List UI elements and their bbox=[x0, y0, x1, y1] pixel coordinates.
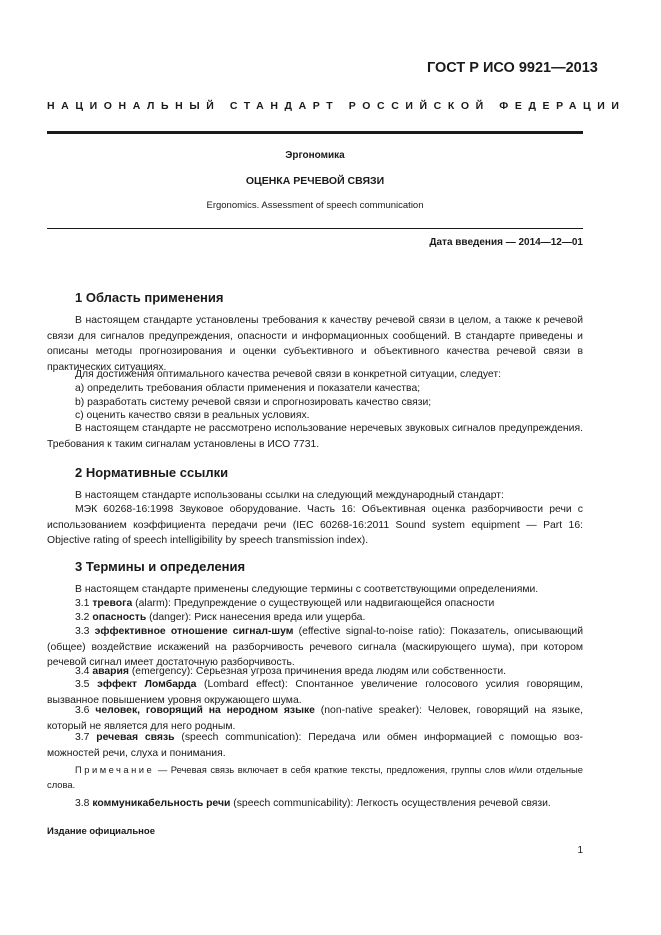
official-edition-label: Издание официальное bbox=[47, 826, 155, 837]
document-topic: Эргономика bbox=[285, 150, 345, 161]
section-1-paragraph-1: В настоящем стандарте установлены требования к качеству речевой связи в целом, а также к речевой связи для сигналов предупреждения, опасности и информационных сообщений. В стандарте приведены и описаны методы прогнозирования и оценки субъективного и объективного качества речевой связи в практических ситуациях. bbox=[47, 315, 583, 374]
term-definition: (emergency): Серьезная угроза причинения вреда людям или собственности. bbox=[128, 666, 507, 677]
standard-code: ГОСТ Р ИСО 9921—2013 bbox=[427, 60, 598, 76]
term-definition: (Lombard effect): Спонтанное увеличение голосового усилия говорящим, вызванное повышением уровня окружающего шума. bbox=[47, 679, 584, 706]
section-1-list-item-c: c) оценить качество связи в реальных условиях. bbox=[75, 410, 310, 421]
term-3-7 bbox=[47, 730, 583, 761]
term-number: 3.5 bbox=[75, 679, 90, 690]
term-name: тревога bbox=[92, 598, 133, 609]
section-1-paragraph-3: В настоящем стандарте не рассмотрено использование неречевых звуковых сигналов предупреждения. Требования к таким сигналам установлены в ИСО 7731. bbox=[47, 423, 583, 450]
term-name: эффективное отношение сигнал-шум bbox=[94, 626, 294, 637]
title-divider bbox=[47, 228, 583, 229]
section-1-paragraph-2: Для достижения оптимального качества речевой связи в конкретной ситуации, следует: bbox=[75, 369, 502, 380]
term-definition: (danger): Риск нанесения вреда или ущерба. bbox=[146, 612, 366, 623]
national-standard-banner: НАЦИОНАЛЬНЫЙ СТАНДАРТ РОССИЙСКОЙ ФЕДЕРАЦИИ bbox=[47, 100, 626, 112]
section-1-list-item-a: a) определить требования области применения и показатели качества; bbox=[75, 383, 421, 394]
term-name: опасность bbox=[92, 612, 147, 623]
section-1-list-item-b: b) разработать систему речевой связи и спрогнозировать качество связи; bbox=[75, 397, 432, 408]
term-name: эффект Ломбарда bbox=[97, 679, 197, 690]
term-name: коммуникабельность речи bbox=[92, 798, 231, 809]
introduction-date: Дата введения — 2014—12—01 bbox=[429, 237, 583, 248]
term-number: 3.4 bbox=[75, 666, 90, 677]
document-title: ОЦЕНКА РЕЧЕВОЙ СВЯЗИ bbox=[245, 175, 385, 187]
term-name: авария bbox=[92, 666, 129, 677]
term-number: 3.1 bbox=[75, 598, 90, 609]
note-label: Примечание bbox=[75, 764, 155, 775]
page-number: 1 bbox=[577, 845, 583, 856]
term-number: 3.8 bbox=[75, 798, 90, 809]
section-3-intro: В настоящем стандарте применены следующие термины с соответствующими определениями. bbox=[75, 584, 539, 595]
term-name: речевая связь bbox=[96, 732, 175, 743]
note-text: — Речевая связь включает в себя краткие тексты, предложения, группы слов и/или отдельные слова. bbox=[47, 764, 583, 790]
term-name: человек, говорящий на неродном языке bbox=[95, 705, 315, 716]
term-number: 3.6 bbox=[75, 705, 90, 716]
term-definition: (speech communication): Передача или обмен информацией с помощью возможностей речи, слуха и понимания. bbox=[47, 732, 584, 759]
term-definition: (effective signal-to-noise ratio): Показатель, описывающий (общее) воздействие искажений на разборчивость речевого сигнала (маскирующего шума), при котором речевой сигнал имеет достаточную разборчивость. bbox=[47, 626, 583, 669]
section-2-paragraph-1: В настоящем стандарте использованы ссылки на следующий международный стандарт: bbox=[75, 490, 504, 501]
note-3-7 bbox=[47, 763, 583, 792]
term-number: 3.7 bbox=[75, 732, 90, 743]
section-1-heading: 1 Область применения bbox=[75, 290, 224, 305]
section-2-heading: 2 Нормативные ссылки bbox=[75, 465, 229, 480]
term-definition: (alarm): Предупреждение о существующей или надвигающейся опасности bbox=[132, 598, 495, 609]
document-title-english: Ergonomics. Assessment of speech communication bbox=[206, 200, 424, 211]
term-number: 3.3 bbox=[75, 626, 90, 637]
header-divider bbox=[47, 131, 583, 134]
term-definition: (non-native speaker): Человек, говорящий на языке, который не является для него родным. bbox=[47, 705, 583, 732]
section-3-heading: 3 Термины и определения bbox=[75, 559, 246, 574]
section-2-reference: МЭК 60268-16:1998 Звуковое оборудование. Часть 16: Объективная оценка разборчивости речи с использованием коэффициента передачи речи (IEC 60268-16:2011 Sound system equipment — Part 16: Objective rating of speech intelligibility by speech transmission index). bbox=[47, 504, 583, 547]
term-number: 3.2 bbox=[75, 612, 90, 623]
term-3-8 bbox=[47, 796, 583, 812]
term-definition: (speech communicability): Легкость осуществления речевой связи. bbox=[230, 798, 551, 809]
